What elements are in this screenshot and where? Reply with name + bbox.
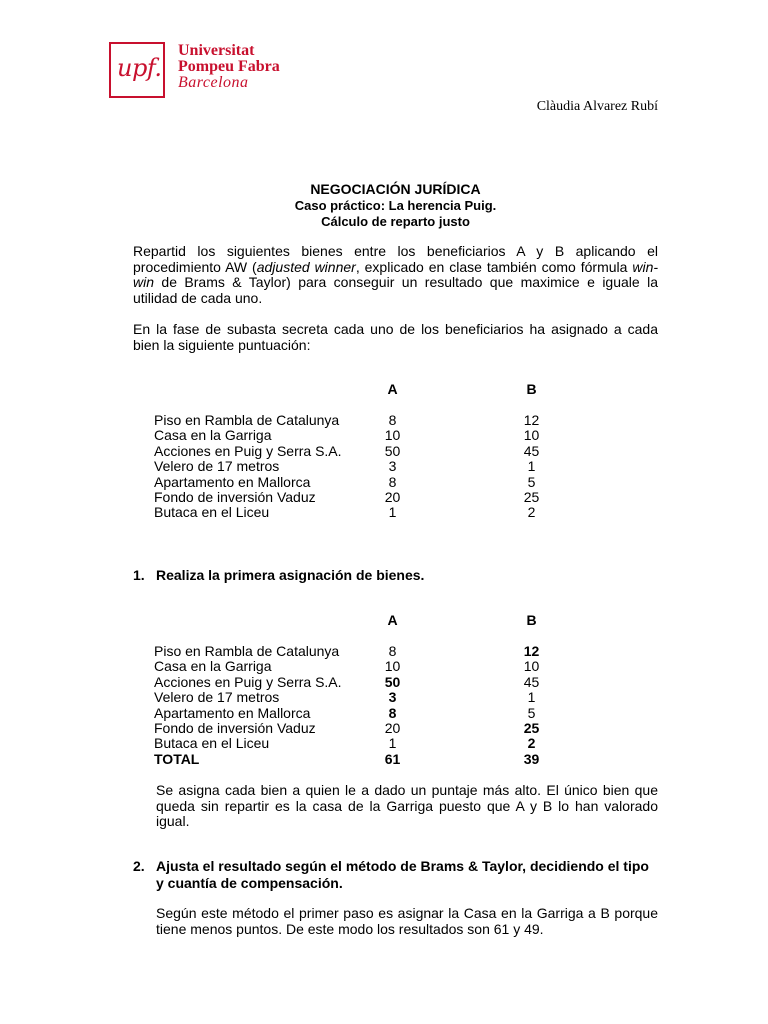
score-b: 2 xyxy=(527,504,536,521)
score-b: 1 xyxy=(527,458,536,475)
scores-table xyxy=(154,382,562,521)
table-row xyxy=(154,736,562,751)
score-a: 20 xyxy=(384,489,401,506)
intro-emphasis-win-win: win-win xyxy=(133,258,659,290)
intro-emphasis-adjusted-winner: adjusted winner xyxy=(256,258,356,275)
table-row xyxy=(154,475,562,490)
table-row xyxy=(154,644,562,659)
score-b: 1 xyxy=(527,689,536,706)
total-a: 61 xyxy=(384,750,401,767)
table-row xyxy=(154,690,562,705)
table-row xyxy=(154,444,562,459)
table-row xyxy=(154,659,562,674)
intro-text-c: de Brams & Taylor) para conseguir un resultado que maximice e iguale la utilidad de cada uno. xyxy=(133,274,658,306)
item-label: Acciones en Puig y Serra S.A. xyxy=(154,673,342,690)
intro-paragraph-2: En la fase de subasta secreta cada uno de los beneficiarios ha asignado a cada bien la siguiente puntuación: xyxy=(133,321,658,353)
question-2-answer: Según este método el primer paso es asignar la Casa en la Garriga a B porque tiene menos puntos. De este modo los resultados son 61 y 49. xyxy=(156,905,658,937)
score-a: 3 xyxy=(388,689,397,706)
table-row xyxy=(154,675,562,690)
item-label: Butaca en el Liceu xyxy=(154,504,270,521)
score-b: 45 xyxy=(523,442,540,459)
logo-line-1: Universitat xyxy=(178,42,255,59)
score-b: 25 xyxy=(523,489,540,506)
score-a: 1 xyxy=(388,504,397,521)
table-row xyxy=(154,721,562,736)
total-b: 39 xyxy=(523,750,540,767)
table-row xyxy=(154,490,562,505)
table-header-row xyxy=(154,613,562,629)
table-row xyxy=(154,706,562,721)
intro-text-b: , explicado en clase también como fórmula xyxy=(355,258,633,275)
col-header-b: B xyxy=(526,612,537,629)
score-a: 10 xyxy=(384,427,401,444)
table-row xyxy=(154,413,562,428)
intro-text-a: Repartid los siguientes bienes entre los beneficiarios A y B aplicando el procedimiento AW ( xyxy=(133,243,658,275)
upf-logo-mark xyxy=(109,42,165,98)
intro-paragraph-1 xyxy=(133,244,658,306)
score-b: 12 xyxy=(523,412,540,428)
subtitle-case: Caso práctico: La herencia Puig. xyxy=(294,198,497,213)
score-b: 10 xyxy=(523,658,540,675)
score-a: 50 xyxy=(384,673,401,690)
item-label: Fondo de inversión Vaduz xyxy=(154,489,316,506)
score-a: 50 xyxy=(384,442,401,459)
score-b: 5 xyxy=(527,704,536,721)
item-label: Velero de 17 metros xyxy=(154,458,280,475)
score-a: 3 xyxy=(388,458,397,475)
item-label: Piso en Rambla de Catalunya xyxy=(154,643,340,659)
col-header-a: A xyxy=(387,612,398,629)
item-label: Casa en la Garriga xyxy=(154,658,272,675)
logo-line-2: Pompeu Fabra xyxy=(178,58,280,75)
score-a: 1 xyxy=(388,735,397,752)
score-a: 8 xyxy=(388,412,397,428)
table-header-row xyxy=(154,382,562,398)
item-label: Fondo de inversión Vaduz xyxy=(154,720,316,737)
assignment-table xyxy=(154,613,562,767)
main-title: NEGOCIACIÓN JURÍDICA xyxy=(310,181,481,197)
score-b: 12 xyxy=(523,643,540,659)
score-b: 2 xyxy=(527,735,536,752)
score-a: 8 xyxy=(388,473,397,490)
university-name xyxy=(178,43,280,91)
table-row xyxy=(154,428,562,443)
score-b: 25 xyxy=(523,720,540,737)
question-2-text: Ajusta el resultado según el método de Brams & Taylor, decidiendo el tipo y cuantía de compensación. xyxy=(156,858,649,891)
item-label: Apartamento en Mallorca xyxy=(154,704,311,721)
col-header-b: B xyxy=(526,381,537,398)
item-label: Butaca en el Liceu xyxy=(154,735,270,752)
col-header-a: A xyxy=(387,381,398,398)
table-row xyxy=(154,459,562,474)
item-label: Casa en la Garriga xyxy=(154,427,272,444)
question-2-number: 2. xyxy=(133,858,145,874)
score-a: 8 xyxy=(388,643,397,659)
question-1-text: Realiza la primera asignación de bienes. xyxy=(156,567,425,583)
logo-mark-text: upf. xyxy=(117,54,162,82)
score-b: 5 xyxy=(527,473,536,490)
score-b: 10 xyxy=(523,427,540,444)
score-b: 45 xyxy=(523,673,540,690)
score-a: 20 xyxy=(384,720,401,737)
item-label: Acciones en Puig y Serra S.A. xyxy=(154,442,342,459)
subtitle-calc: Cálculo de reparto justo xyxy=(321,214,470,229)
document-title xyxy=(133,180,658,230)
question-1-answer: Se asigna cada bien a quien le a dado un puntaje más alto. El único bien que queda sin repartir es la casa de la Garriga puesto que A y B lo han valorado igual. xyxy=(156,782,658,829)
logo-line-3: Barcelona xyxy=(178,74,249,91)
score-a: 8 xyxy=(388,704,397,721)
item-label: Velero de 17 metros xyxy=(154,689,280,706)
total-label: TOTAL xyxy=(154,750,200,767)
table-row xyxy=(154,505,562,520)
question-1-number: 1. xyxy=(133,567,145,583)
item-label: Apartamento en Mallorca xyxy=(154,473,311,490)
author-name: Clàudia Alvarez Rubí xyxy=(536,99,658,114)
score-a: 10 xyxy=(384,658,401,675)
total-row xyxy=(154,752,562,767)
item-label: Piso en Rambla de Catalunya xyxy=(154,412,340,428)
